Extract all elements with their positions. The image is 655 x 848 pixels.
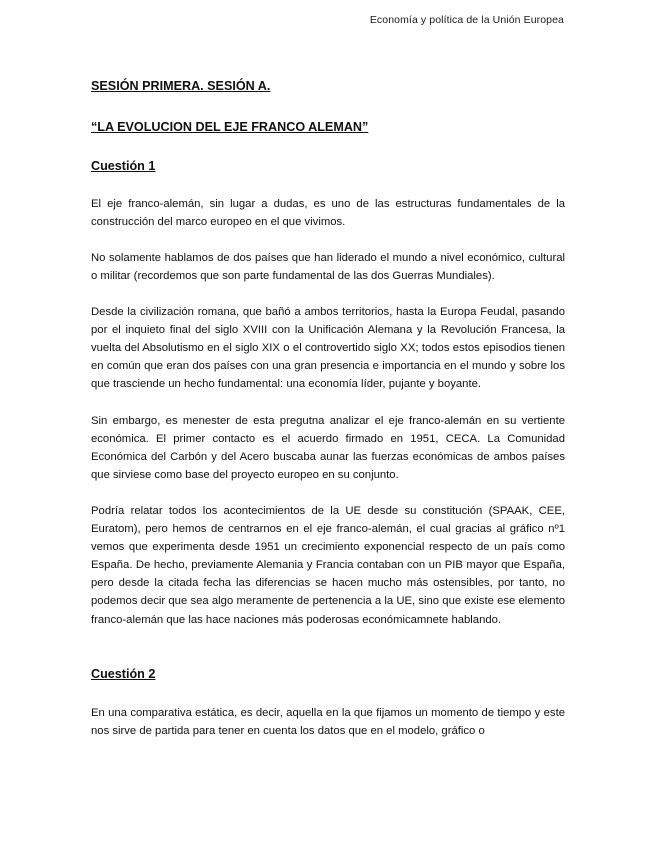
q1-paragraph-4: Sin embargo, es menester de esta pregutna analizar el eje franco-alemán en su vertiente económica. El primer contacto es el acuerdo firmado en 1951, CECA. La Comunidad Económica del Carbón y del Acero buscaba aunar las fuerzas económicas de ambos países que sirviese como base del proyecto europeo en su conjunto. <box>91 415 565 482</box>
q1-paragraph-2: No solamente hablamos de dos países que han liderado el mundo a nivel económico, cultural o militar (recordemos que son parte fundamental de las dos Guerras Mundiales). <box>91 252 565 283</box>
question-1-heading: Cuestión 1 <box>91 159 156 173</box>
session-title: SESIÓN PRIMERA. SESIÓN A. <box>91 79 271 93</box>
q1-paragraph-3: Desde la civilización romana, que bañó a ambos territorios, hasta la Europa Feudal, pasando por el inquieto final del siglo XVIII con la Unificación Alemana y la Revolución Francesa, la vuelta del Absolutismo en el siglo XIX o el controvertido siglo XX; todos estos episodios tienen en común que eran dos países con una gran presencia e importancia en el mundo y sobre los que trasciende un hecho fundamental: una economía líder, pujante y boyante. <box>91 306 565 391</box>
question-2-heading: Cuestión 2 <box>91 667 156 681</box>
running-header: Economía y política de la Unión Europea <box>369 14 564 26</box>
essay-title: “LA EVOLUCION DEL EJE FRANCO ALEMAN” <box>91 120 369 134</box>
q2-paragraph-1: En una comparativa estática, es decir, aquella en la que fijamos un momento de tiempo y este nos sirve de partida para tener en cuenta los datos que en el modelo, gráfico o <box>91 707 565 738</box>
q1-paragraph-5: Podría relatar todos los acontecimientos de la UE desde su constitución (SPAAK, CEE, Euratom), pero hemos de centrarnos en el eje franco-alemán, el cual gracias al gráfico nº1 vemos que experimenta desde 1951 un crecimiento exponencial respecto de un país como España. De hecho, previamente Alemania y Francia contaban con un PIB mayor que España, pero desde la citada fecha las diferencias se hacen mucho más ostensibles, por tanto, no podemos decir que sea algo meramente de pertenencia a la UE, sino que existe ese elemento franco-alemán que las hace naciones más poderosas económicamnete hablando. <box>91 505 565 626</box>
q1-paragraph-1: El eje franco-alemán, sin lugar a dudas, es uno de las estructuras fundamentales de la construcción del marco europeo en el que vivimos. <box>91 198 565 229</box>
